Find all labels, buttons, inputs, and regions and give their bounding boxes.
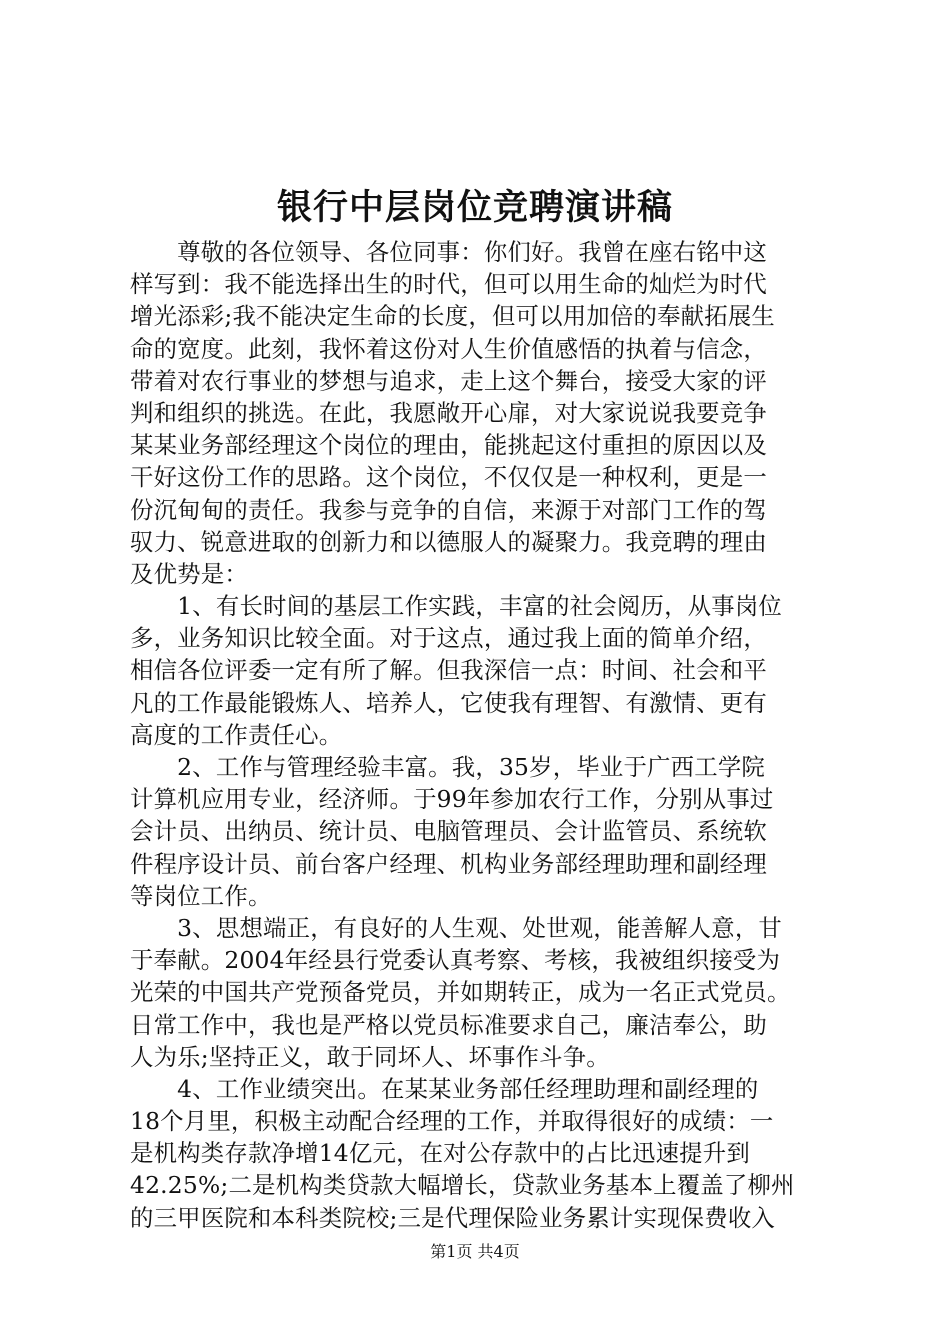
body-line: 计算机应用专业，经济师。于99年参加农行工作，分别从事过 xyxy=(130,785,774,814)
body-line: 42.25%;二是机构类贷款大幅增长，贷款业务基本上覆盖了柳州 xyxy=(130,1171,795,1200)
body-line: 的三甲医院和本科类院校;三是代理保险业务累计实现保费收入 xyxy=(130,1203,776,1232)
body-line: 于奉献。2004年经县行党委认真考察、考核，我被组织接受为 xyxy=(130,946,781,975)
body-line: 高度的工作责任心。 xyxy=(130,720,343,749)
body-line: 干好这份工作的思路。这个岗位，不仅仅是一种权利，更是一 xyxy=(130,463,767,492)
body-line: 份沉甸甸的责任。我参与竞争的自信，来源于对部门工作的驾 xyxy=(130,495,767,524)
body-line: 驭力、锐意进取的创新力和以德服人的凝聚力。我竞聘的理由 xyxy=(130,527,767,556)
body-line: 是机构类存款净增14亿元，在对公存款中的占比迅速提升到 xyxy=(130,1139,750,1168)
document-body xyxy=(130,236,830,1234)
page-number: 第1页 共4页 xyxy=(430,1242,520,1261)
body-line: 等岗位工作。 xyxy=(130,881,272,910)
body-line: 1、有长时间的基层工作实践，丰富的社会阅历，从事岗位 xyxy=(130,592,783,621)
body-line: 2、工作与管理经验丰富。我，35岁，毕业于广西工学院 xyxy=(130,753,766,781)
body-line: 18个月里，积极主动配合经理的工作，并取得很好的成绩：一 xyxy=(130,1107,774,1136)
body-line: 增光添彩;我不能决定生命的长度，但可以用加倍的奉献拓展生 xyxy=(130,302,776,331)
document-title: 银行中层岗位竞聘演讲稿 xyxy=(276,187,673,228)
body-line: 带着对农行事业的梦想与追求，走上这个舞台，接受大家的评 xyxy=(130,366,767,395)
body-line: 3、思想端正，有良好的人生观、处世观，能善解人意，甘 xyxy=(130,913,783,942)
body-line: 某某业务部经理这个岗位的理由，能挑起这付重担的原因以及 xyxy=(130,431,767,460)
body-line: 日常工作中，我也是严格以党员标准要求自己，廉洁奉公，助 xyxy=(130,1010,767,1039)
body-line: 及优势是： xyxy=(130,559,248,588)
body-line: 判和组织的挑选。在此，我愿敞开心扉，对大家说说我要竞争 xyxy=(130,398,767,427)
body-line: 样写到：我不能选择出生的时代，但可以用生命的灿烂为时代 xyxy=(130,270,767,299)
body-line: 凡的工作最能锻炼人、培养人，它使我有理智、有激情、更有 xyxy=(130,688,767,717)
body-line: 人为乐;坚持正义，敢于同坏人、坏事作斗争。 xyxy=(130,1042,610,1071)
body-line: 4、工作业绩突出。在某某业务部任经理助理和副经理的 xyxy=(130,1074,759,1103)
body-line: 尊敬的各位领导、各位同事：你们好。我曾在座右铭中这 xyxy=(130,238,767,266)
body-line: 件程序设计员、前台客户经理、机构业务部经理助理和副经理 xyxy=(130,849,767,878)
body-line: 会计员、出纳员、统计员、电脑管理员、会计监管员、系统软 xyxy=(130,817,767,846)
body-line: 光荣的中国共产党预备党员，并如期转正，成为一名正式党员。 xyxy=(130,978,791,1007)
body-line: 命的宽度。此刻，我怀着这份对人生价值感悟的执着与信念， xyxy=(130,334,767,363)
body-line: 多，业务知识比较全面。对于这点，通过我上面的简单介绍， xyxy=(130,624,767,653)
body-line: 相信各位评委一定有所了解。但我深信一点：时间、社会和平 xyxy=(130,656,767,685)
